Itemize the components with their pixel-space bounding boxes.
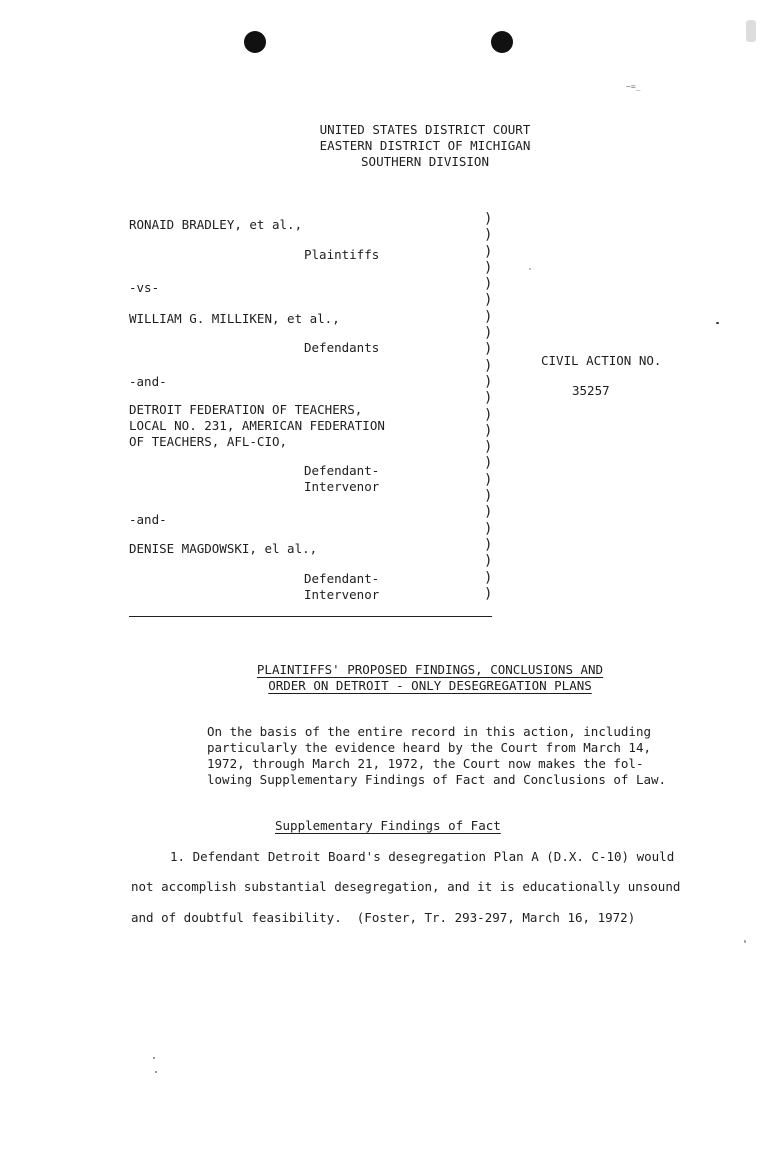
stray-mark: ~=_ xyxy=(626,82,641,91)
party-intervenor-1-line3: OF TEACHERS, AFL-CIO, xyxy=(129,434,288,449)
role-intervenor-2-line1: Defendant- xyxy=(304,571,380,586)
finding-1-line3: and of doubtful feasibility. (Foster, Tr. 293-297, March 16, 1972) xyxy=(131,910,636,925)
court-district: EASTERN DISTRICT OF MICHIGAN xyxy=(319,138,531,153)
scan-speck xyxy=(746,20,756,42)
punch-hole-left xyxy=(244,31,266,53)
party-intervenor-1-line2: LOCAL NO. 231, AMERICAN FEDERATION xyxy=(129,418,385,433)
party-defendant: WILLIAM G. MILLIKEN, et al., xyxy=(129,311,340,326)
caption-rule xyxy=(129,616,492,617)
versus: -vs- xyxy=(129,280,160,295)
document-title-line1: PLAINTIFFS' PROPOSED FINDINGS, CONCLUSIONS AND xyxy=(256,662,604,677)
punch-hole-right xyxy=(491,31,513,53)
court-name: UNITED STATES DISTRICT COURT xyxy=(319,122,531,137)
scan-speck xyxy=(529,268,531,270)
role-intervenor-1-line2: Intervenor xyxy=(304,479,380,494)
scan-speck xyxy=(716,322,719,324)
intro-line4: lowing Supplementary Findings of Fact and Conclusions of Law. xyxy=(207,772,667,787)
finding-1-line2: not accomplish substantial desegregation, and it is educationally unsound xyxy=(131,879,681,894)
document-title-line2: ORDER ON DETROIT - ONLY DESEGREGATION PLANS xyxy=(268,678,592,693)
scan-speck xyxy=(153,1057,155,1059)
caption-brace-column: ) ) ) ) ) ) ) ) ) ) ) ) ) ) ) ) ) ) ) ) ) ) ) ) xyxy=(484,211,493,602)
party-intervenor-2: DENISE MAGDOWSKI, el al., xyxy=(129,541,318,556)
intro-line2: particularly the evidence heard by the Court from March 14, xyxy=(207,740,652,755)
role-intervenor-1-line1: Defendant- xyxy=(304,463,380,478)
intro-line1: On the basis of the entire record in this action, including xyxy=(207,724,652,739)
finding-1-line1: 1. Defendant Detroit Board's desegregation Plan A (D.X. C-10) would xyxy=(170,849,675,864)
section-heading: Supplementary Findings of Fact xyxy=(275,818,501,833)
role-defendants: Defendants xyxy=(304,340,380,355)
and-separator-1: -and- xyxy=(129,374,167,389)
party-plaintiff: RONAID BRADLEY, et al., xyxy=(129,217,303,232)
intro-line3: 1972, through March 21, 1972, the Court now makes the fol- xyxy=(207,756,644,771)
role-intervenor-2-line2: Intervenor xyxy=(304,587,380,602)
scan-speck xyxy=(744,940,746,943)
civil-action-label: CIVIL ACTION NO. xyxy=(541,353,662,368)
scan-speck xyxy=(155,1071,157,1073)
civil-action-number: 35257 xyxy=(572,383,610,398)
party-intervenor-1-line1: DETROIT FEDERATION OF TEACHERS, xyxy=(129,402,363,417)
and-separator-2: -and- xyxy=(129,512,167,527)
role-plaintiffs: Plaintiffs xyxy=(304,247,380,262)
court-division: SOUTHERN DIVISION xyxy=(361,154,489,169)
